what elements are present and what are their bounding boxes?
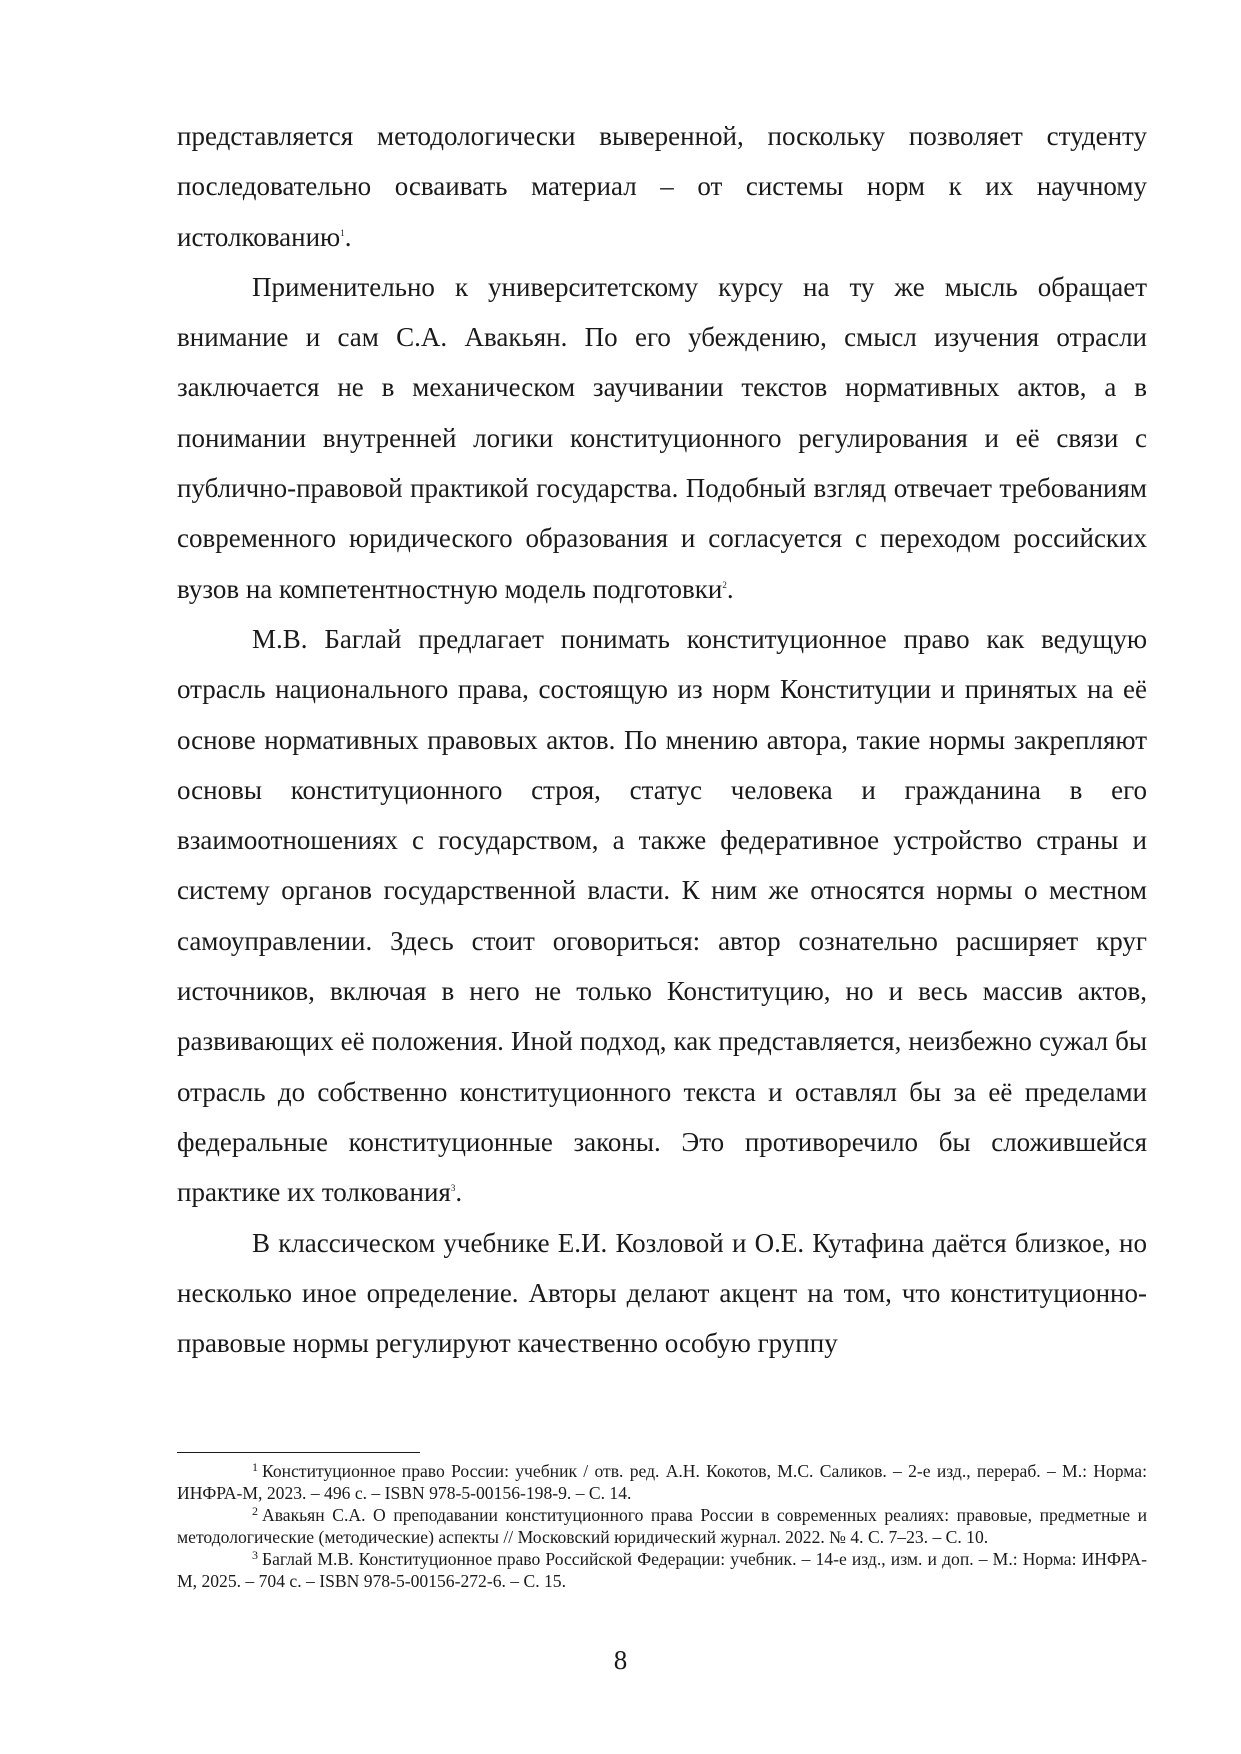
footnote-ref-1: 1	[340, 227, 345, 238]
footnote-separator	[177, 1452, 420, 1453]
paragraph-1	[177, 111, 1147, 262]
footnote-text-2: Авакьян С.А. О преподавании конституционного права России в современных реалиях: правовые, предметные и методологические (методические) аспекты // Московский юридический журнал. 2022. № 4. С. 7–23. – С. 10.	[177, 1505, 1147, 1547]
paragraph-2	[177, 262, 1147, 614]
footnote-ref-2: 2	[722, 579, 727, 590]
footnote-1	[177, 1460, 1147, 1504]
paragraph-4-text: В классическом учебнике Е.И. Козловой и О.Е. Кутафина даётся близкое, но несколько иное определение. Авторы делают акцент на том, что конституционно-правовые нормы регулируют качественно особую группу	[177, 1227, 1147, 1359]
paragraph-1-end: .	[344, 221, 352, 252]
footnote-2	[177, 1504, 1147, 1548]
paragraph-4	[177, 1218, 1147, 1369]
footnote-number-3: 3	[252, 1548, 258, 1562]
paragraph-1-text: представляется методологически выверенной, поскольку позволяет студенту последовательно осваивать материал – от системы норм к их научному истолкованию	[177, 121, 1147, 252]
paragraph-2-end: .	[726, 573, 734, 604]
footnotes	[177, 1460, 1147, 1592]
footnote-text-1: Конституционное право России: учебник / отв. ред. А.Н. Кокотов, М.С. Саликов. – 2-е изд., перераб. – М.: Норма: ИНФРА-М, 2023. – 496 с. – ISBN 978-5-00156-198-9. – С. 14.	[177, 1461, 1147, 1503]
paragraph-3	[177, 614, 1147, 1218]
paragraph-3-text: М.В. Баглай предлагает понимать конституционное право как ведущую отрасль национального права, состоящую из норм Конституции и принятых на её основе нормативных правовых актов. По мнению автора, такие нормы закрепляют основы конституционного строя, статус человека и гражданина в его взаимоотношениях с государством, а также федеративное устройство страны и систему органов государственной власти. К ним же относятся нормы о местном самоуправлении. Здесь стоит оговориться: автор сознательно расширяет круг источников, включая в него не только Конституцию, но и весь массив актов, развивающих её положения. Иной подход, как представляется, неизбежно сужал бы отрасль до собственно конституционного текста и оставлял бы за её пределами федеральные конституционные законы. Это противоречило бы сложившейся практике их толкования	[177, 623, 1147, 1208]
footnote-ref-3: 3	[450, 1183, 456, 1194]
footnote-3	[177, 1548, 1147, 1592]
page-number: 8	[613, 1645, 628, 1675]
footnote-number-2: 2	[252, 1504, 258, 1518]
footnote-text-3: Баглай М.В. Конституционное право Российской Федерации: учебник. – 14-е изд., изм. и доп. – М.: Норма: ИНФРА-М, 2025. – 704 с. – ISBN 978-5-00156-272-6. – С. 15.	[177, 1549, 1147, 1591]
paragraph-3-end: .	[455, 1177, 463, 1208]
footnote-number-1: 1	[252, 1460, 258, 1474]
paragraph-2-text: Применительно к университетскому курсу на ту же мысль обращает внимание и сам С.А. Авакьян. По его убеждению, смысл изучения отрасли заключается не в механическом заучивании текстов нормативных актов, а в понимании внутренней логики конституционного регулирования и её связи с публично-правовой практикой государства. Подобный взгляд отвечает требованиям современного юридического образования и согласуется с переходом российских вузов на компетентностную модель подготовки	[177, 271, 1147, 604]
body-text	[177, 111, 1147, 1368]
